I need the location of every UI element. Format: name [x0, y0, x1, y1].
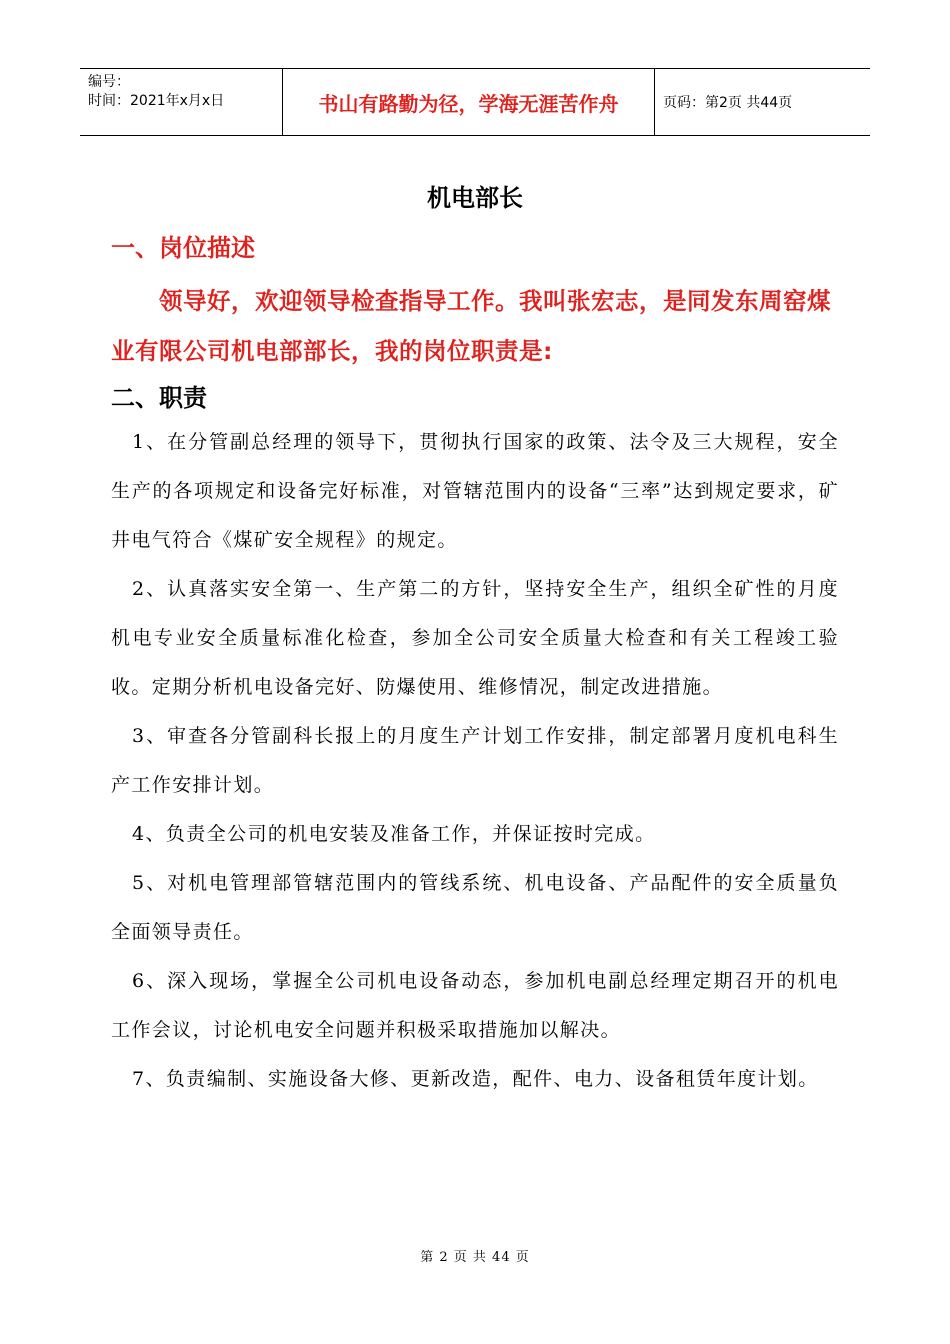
header-meta: [80, 69, 283, 135]
page-header: [80, 68, 870, 136]
document-title: 机电部长: [427, 184, 523, 212]
duty-item: 7、负责编制、实施设备大修、更新改造，配件、电力、设备租赁年度计划。: [132, 1068, 819, 1090]
duty-item: 5、对机电管理部管辖范围内的管线系统、机电设备、产品配件的安全质量负全面领导责任。: [111, 872, 839, 943]
page-footer: 第 2 页 共 44 页: [420, 1250, 530, 1265]
section-heading-description: 一、岗位描述: [111, 234, 255, 262]
document-number: 编号：: [88, 74, 130, 90]
duty-item: 6、深入现场，掌握全公司机电设备动态，参加机电副总经理定期召开的机电工作会议，讨论机电安全问题并积极采取措施加以解决。: [111, 970, 839, 1041]
duty-item: 3、审查各分管副科长报上的月度生产计划工作安排，制定部署月度机电科生产工作安排计划。: [111, 725, 839, 796]
header-page-info: 页码：第2页 共44页: [663, 95, 793, 111]
section-heading-duties: 二、职责: [111, 384, 207, 412]
document-date: 时间：2021年x月x日: [88, 93, 225, 109]
duties-list: [111, 418, 839, 1104]
duty-item: 4、负责全公司的机电安装及准备工作，并保证按时完成。: [132, 823, 656, 845]
duty-item: 1、在分管副总经理的领导下，贯彻执行国家的政策、法令及三大规程，安全生产的各项规定和设备完好标准，对管辖范围内的设备“三率”达到规定要求，矿井电气符合《煤矿安全规程》的规定。: [111, 431, 839, 551]
duty-item: 2、认真落实安全第一、生产第二的方针，坚持安全生产，组织全矿性的月度机电专业安全质量标准化检查，参加全公司安全质量大检查和有关工程竣工验收。定期分析机电设备完好、防爆使用、维修情况，制定改进措施。: [111, 578, 839, 698]
header-motto: 书山有路勤为径，学海无涯苦作舟: [283, 69, 655, 135]
intro-paragraph: 领导好，欢迎领导检查指导工作。我叫张宏志，是同发东周窑煤业有限公司机电部部长，我的岗位职责是:: [111, 287, 831, 365]
